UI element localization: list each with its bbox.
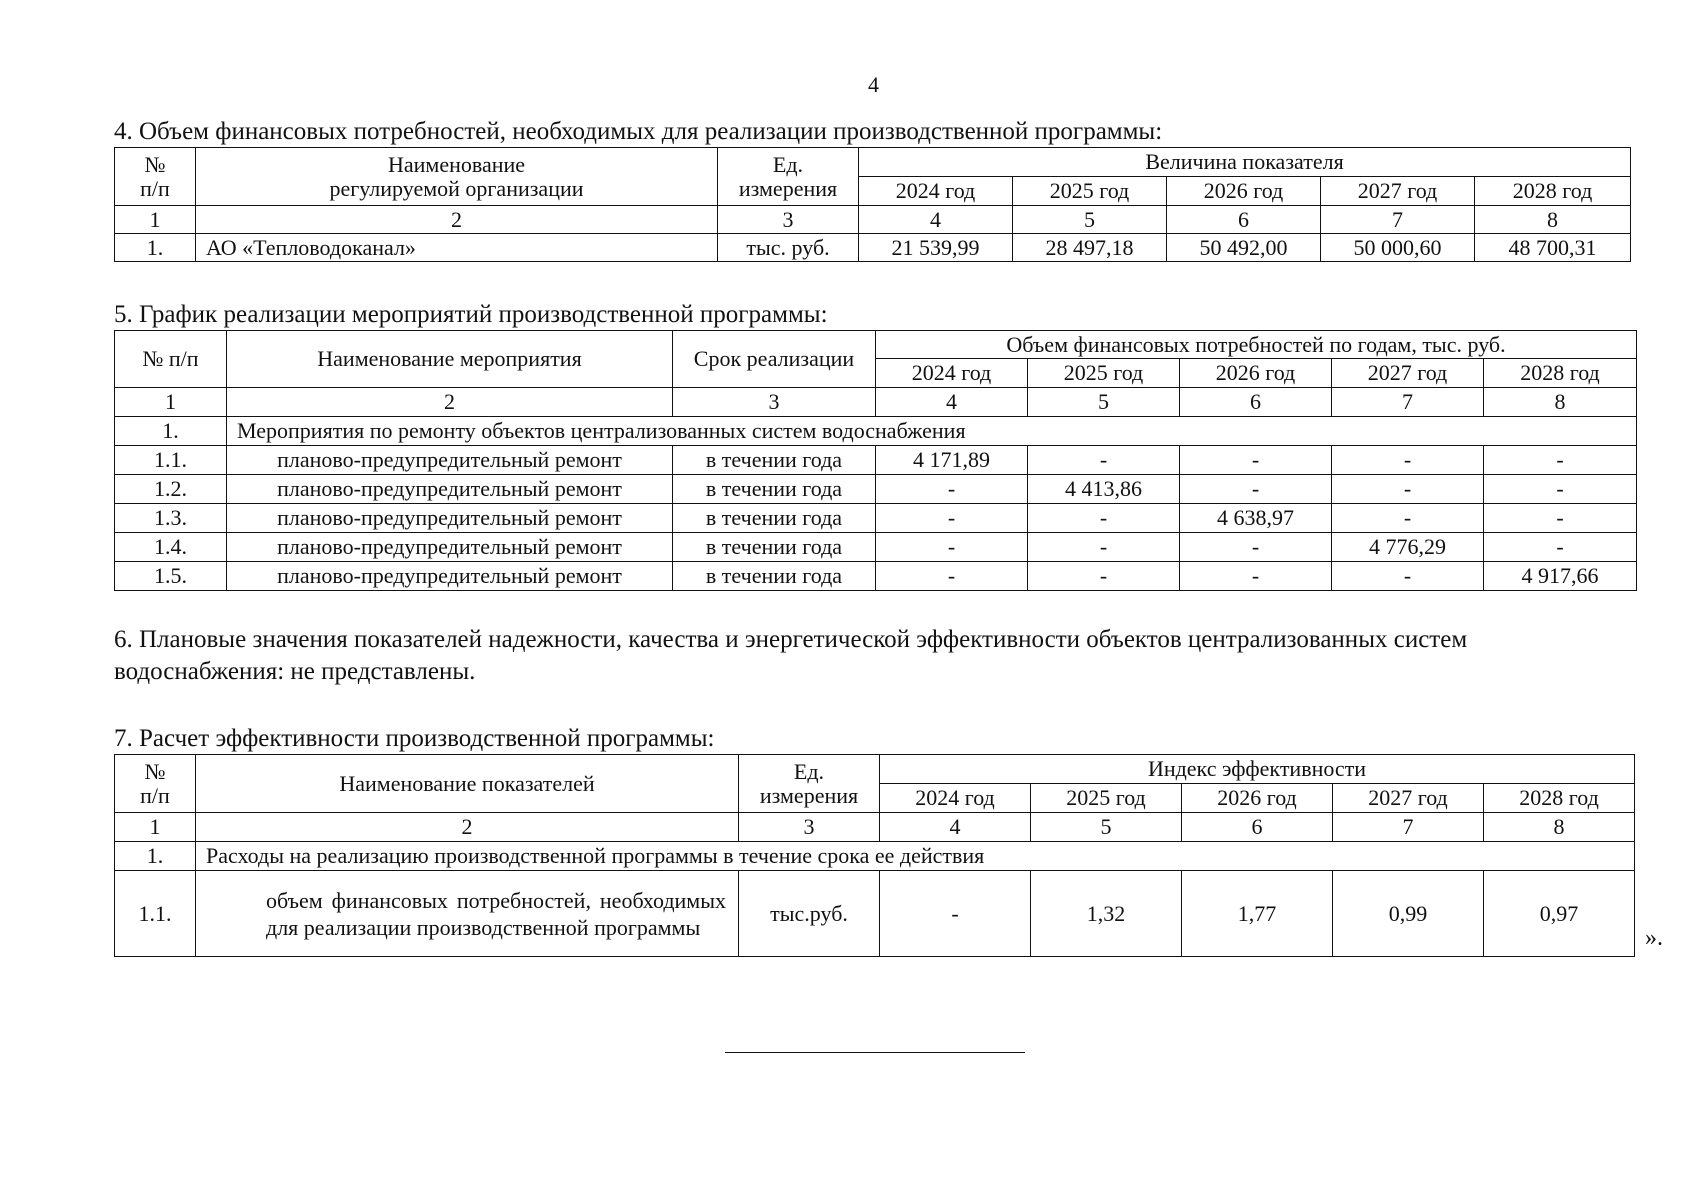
event-period: в течении года <box>673 446 876 475</box>
column-number: 4 <box>859 206 1013 234</box>
event-period: в течении года <box>673 504 876 533</box>
event-name: планово-предупредительный ремонт <box>227 562 673 591</box>
header-year: 2028 год <box>1475 177 1631 206</box>
column-number: 4 <box>876 388 1028 417</box>
value-cell: - <box>1484 446 1637 475</box>
column-number: 2 <box>196 813 739 842</box>
header-indicator-name: Наименование показателей <box>196 755 739 813</box>
header-year: 2026 год <box>1167 177 1321 206</box>
footer-divider <box>725 1052 1025 1053</box>
value-cell: - <box>1028 504 1180 533</box>
value-cell: 0,97 <box>1484 871 1635 957</box>
header-unit: Ед. измерения <box>718 148 859 206</box>
value-cell: 0,99 <box>1333 871 1484 957</box>
event-period: в течении года <box>673 562 876 591</box>
section-6-text: 6. Плановые значения показателей надежности, качества и энергетической эффективности объектов централизованных систем водоснабжения: не представлены. <box>114 626 1468 685</box>
value-cell: 1,77 <box>1182 871 1333 957</box>
value-cell: - <box>1180 562 1332 591</box>
header-year: 2028 год <box>1484 784 1635 813</box>
group-label: Мероприятия по ремонту объектов централизованных систем водоснабжения <box>227 417 1637 446</box>
header-financial-volume: Объем финансовых потребностей по годам, тыс. руб. <box>876 331 1637 359</box>
event-period: в течении года <box>673 533 876 562</box>
value-cell: 50 492,00 <box>1167 234 1321 262</box>
row-num: 1. <box>115 417 227 446</box>
header-unit: Ед. измерения <box>739 755 880 813</box>
value-cell: - <box>880 871 1031 957</box>
column-number: 1 <box>115 206 196 234</box>
header-period: Срок реализации <box>673 331 876 388</box>
header-org-name: Наименование регулируемой организации <box>196 148 718 206</box>
value-cell: - <box>1484 475 1637 504</box>
value-cell: - <box>1484 504 1637 533</box>
value-cell: - <box>1180 533 1332 562</box>
header-indicator-value: Величина показателя <box>859 148 1631 177</box>
value-cell: - <box>1332 504 1484 533</box>
value-cell: - <box>1180 446 1332 475</box>
financial-needs-table <box>114 147 1631 262</box>
value-cell: 4 776,29 <box>1332 533 1484 562</box>
column-number: 7 <box>1332 388 1484 417</box>
value-cell: 4 917,66 <box>1484 562 1637 591</box>
table-row <box>115 504 1637 533</box>
schedule-table <box>114 330 1637 591</box>
column-number: 6 <box>1182 813 1333 842</box>
value-cell: - <box>1332 475 1484 504</box>
row-num: 1.4. <box>115 533 227 562</box>
column-number: 4 <box>880 813 1031 842</box>
row-num: 1. <box>115 842 196 871</box>
indicator-name: объем финансовых потребностей, необходимых для реализации производственной программы <box>196 871 739 957</box>
value-cell: - <box>876 533 1028 562</box>
value-cell: 4 638,97 <box>1180 504 1332 533</box>
group-label: Расходы на реализацию производственной программы в течение срока ее действия <box>196 842 1635 871</box>
column-number: 2 <box>227 388 673 417</box>
section-4-heading: 4. Объем финансовых потребностей, необходимых для реализации производственной программы: <box>114 118 1163 145</box>
section-5-heading: 5. График реализации мероприятий производственной программы: <box>114 301 828 328</box>
event-name: планово-предупредительный ремонт <box>227 504 673 533</box>
table-row <box>115 234 1631 262</box>
group-row <box>115 842 1635 871</box>
value-cell: - <box>876 562 1028 591</box>
value-cell: - <box>876 475 1028 504</box>
column-number: 6 <box>1167 206 1321 234</box>
header-year: 2025 год <box>1028 359 1180 388</box>
table-row <box>115 475 1637 504</box>
table-row <box>115 562 1637 591</box>
value-cell: - <box>1028 533 1180 562</box>
value-cell: - <box>876 504 1028 533</box>
value-cell: 48 700,31 <box>1475 234 1631 262</box>
value-cell: 21 539,99 <box>859 234 1013 262</box>
section-7-heading: 7. Расчет эффективности производственной программы: <box>114 725 715 752</box>
header-num: № п/п <box>115 755 196 813</box>
header-num: № п/п <box>115 331 227 388</box>
header-year: 2027 год <box>1321 177 1475 206</box>
column-number: 7 <box>1333 813 1484 842</box>
column-number: 3 <box>718 206 859 234</box>
value-cell: 28 497,18 <box>1013 234 1167 262</box>
header-year: 2027 год <box>1332 359 1484 388</box>
value-cell: - <box>1332 446 1484 475</box>
row-num: 1.5. <box>115 562 227 591</box>
value-cell: 1,32 <box>1031 871 1182 957</box>
column-number: 1 <box>115 388 227 417</box>
value-cell: - <box>1028 446 1180 475</box>
page-number: 4 <box>868 72 879 97</box>
row-num: 1.1. <box>115 446 227 475</box>
value-cell: - <box>1028 562 1180 591</box>
table-row <box>115 871 1635 957</box>
row-num: 1. <box>115 234 196 262</box>
row-num: 1.1. <box>115 871 196 957</box>
closing-quote-mark: ». <box>1645 925 1663 951</box>
header-year: 2026 год <box>1180 359 1332 388</box>
header-efficiency-index: Индекс эффективности <box>880 755 1635 784</box>
value-cell: 4 413,86 <box>1028 475 1180 504</box>
header-year: 2024 год <box>880 784 1031 813</box>
value-cell: - <box>1332 562 1484 591</box>
row-unit: тыс.руб. <box>739 871 880 957</box>
column-number: 5 <box>1028 388 1180 417</box>
value-cell: - <box>1180 475 1332 504</box>
column-number: 8 <box>1484 813 1635 842</box>
column-number: 3 <box>673 388 876 417</box>
event-name: планово-предупредительный ремонт <box>227 446 673 475</box>
column-number: 1 <box>115 813 196 842</box>
row-num: 1.2. <box>115 475 227 504</box>
value-cell: 50 000,60 <box>1321 234 1475 262</box>
group-row <box>115 417 1637 446</box>
column-number: 2 <box>196 206 718 234</box>
event-name: планово-предупредительный ремонт <box>227 533 673 562</box>
header-year: 2025 год <box>1013 177 1167 206</box>
header-year: 2026 год <box>1182 784 1333 813</box>
column-number: 6 <box>1180 388 1332 417</box>
column-number: 8 <box>1475 206 1631 234</box>
table-row <box>115 533 1637 562</box>
header-year: 2024 год <box>859 177 1013 206</box>
header-year: 2025 год <box>1031 784 1182 813</box>
header-year: 2028 год <box>1484 359 1637 388</box>
column-number: 3 <box>739 813 880 842</box>
event-name: планово-предупредительный ремонт <box>227 475 673 504</box>
header-year: 2024 год <box>876 359 1028 388</box>
efficiency-table <box>114 754 1635 957</box>
column-number: 7 <box>1321 206 1475 234</box>
column-number: 8 <box>1484 388 1637 417</box>
column-number: 5 <box>1013 206 1167 234</box>
header-year: 2027 год <box>1333 784 1484 813</box>
event-period: в течении года <box>673 475 876 504</box>
header-event-name: Наименование мероприятия <box>227 331 673 388</box>
value-cell: - <box>1484 533 1637 562</box>
row-unit: тыс. руб. <box>718 234 859 262</box>
header-num: № п/п <box>115 148 196 206</box>
column-number: 5 <box>1031 813 1182 842</box>
row-num: 1.3. <box>115 504 227 533</box>
org-name: АО «Тепловодоканал» <box>196 234 718 262</box>
table-row <box>115 446 1637 475</box>
value-cell: 4 171,89 <box>876 446 1028 475</box>
